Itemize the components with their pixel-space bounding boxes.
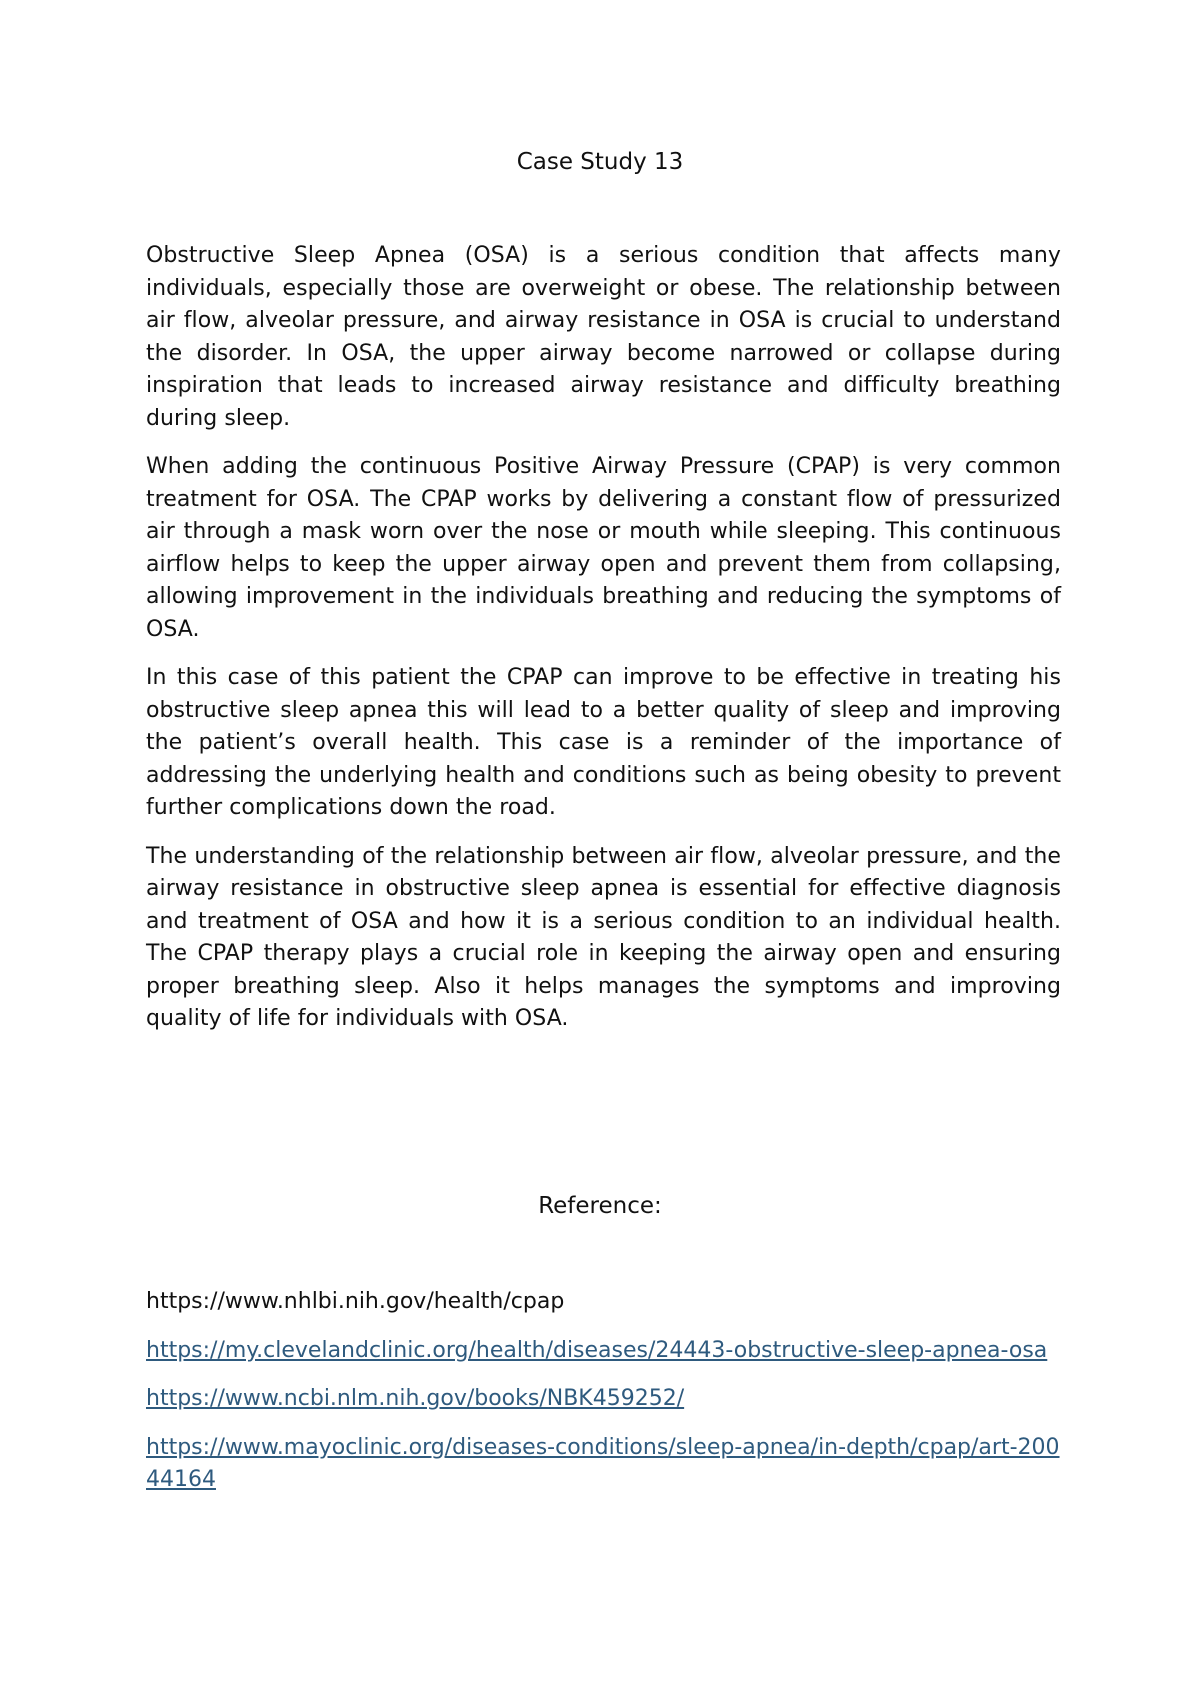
paragraph-1: Obstructive Sleep Apnea (OSA) is a serious condition that affects many individuals, especially those are overweight or obese. The relationship between air flow, alveolar pressure, and airway resistance in OSA is crucial to understand the disorder. In OSA, the upper airway become narrowed or collapse during inspiration that leads to increased airway resistance and difficulty breathing during sleep.: [146, 243, 1061, 431]
paragraph-3: In this case of this patient the CPAP can improve to be effective in treating his obstructive sleep apnea this will lead to a better quality of sleep and improving the patient’s overall health. This case is a reminder of the importance of addressing the underlying health and conditions such as being obesity to prevent further complications down the road.: [146, 665, 1061, 820]
reference-link-ncbi[interactable]: https://www.ncbi.nlm.nih.gov/books/NBK459252/: [146, 1386, 685, 1411]
reference-list: [146, 1286, 1061, 1513]
document-body: [146, 240, 1061, 1052]
paragraph-2: When adding the continuous Positive Airway Pressure (CPAP) is very common treatment for OSA. The CPAP works by delivering a constant flow of pressurized air through a mask worn over the nose or mouth while sleeping. This continuous airflow helps to keep the upper airway open and prevent them from collapsing, allowing improvement in the individuals breathing and reducing the symptoms of OSA.: [146, 454, 1061, 642]
reference-link-clevelandclinic[interactable]: https://my.clevelandclinic.org/health/diseases/24443-obstructive-sleep-apnea-osa: [146, 1337, 1048, 1363]
paragraph-4: The understanding of the relationship between air flow, alveolar pressure, and the airway resistance in obstructive sleep apnea is essential for effective diagnosis and treatment of OSA and how it is a serious condition to an individual health. The CPAP therapy plays a crucial role in keeping the airway open and ensuring proper breathing sleep. Also it helps manages the symptoms and improving quality of life for individuals with OSA.: [146, 843, 1061, 1031]
reference-item-nhlbi: https://www.nhlbi.nih.gov/health/cpap: [146, 1289, 565, 1314]
reference-heading: Reference:: [538, 1193, 662, 1219]
reference-link-mayoclinic[interactable]: https://www.mayoclinic.org/diseases-conditions/sleep-apnea/in-depth/cpap/art-20044164: [146, 1434, 1060, 1492]
document-title: Case Study 13: [516, 149, 684, 175]
